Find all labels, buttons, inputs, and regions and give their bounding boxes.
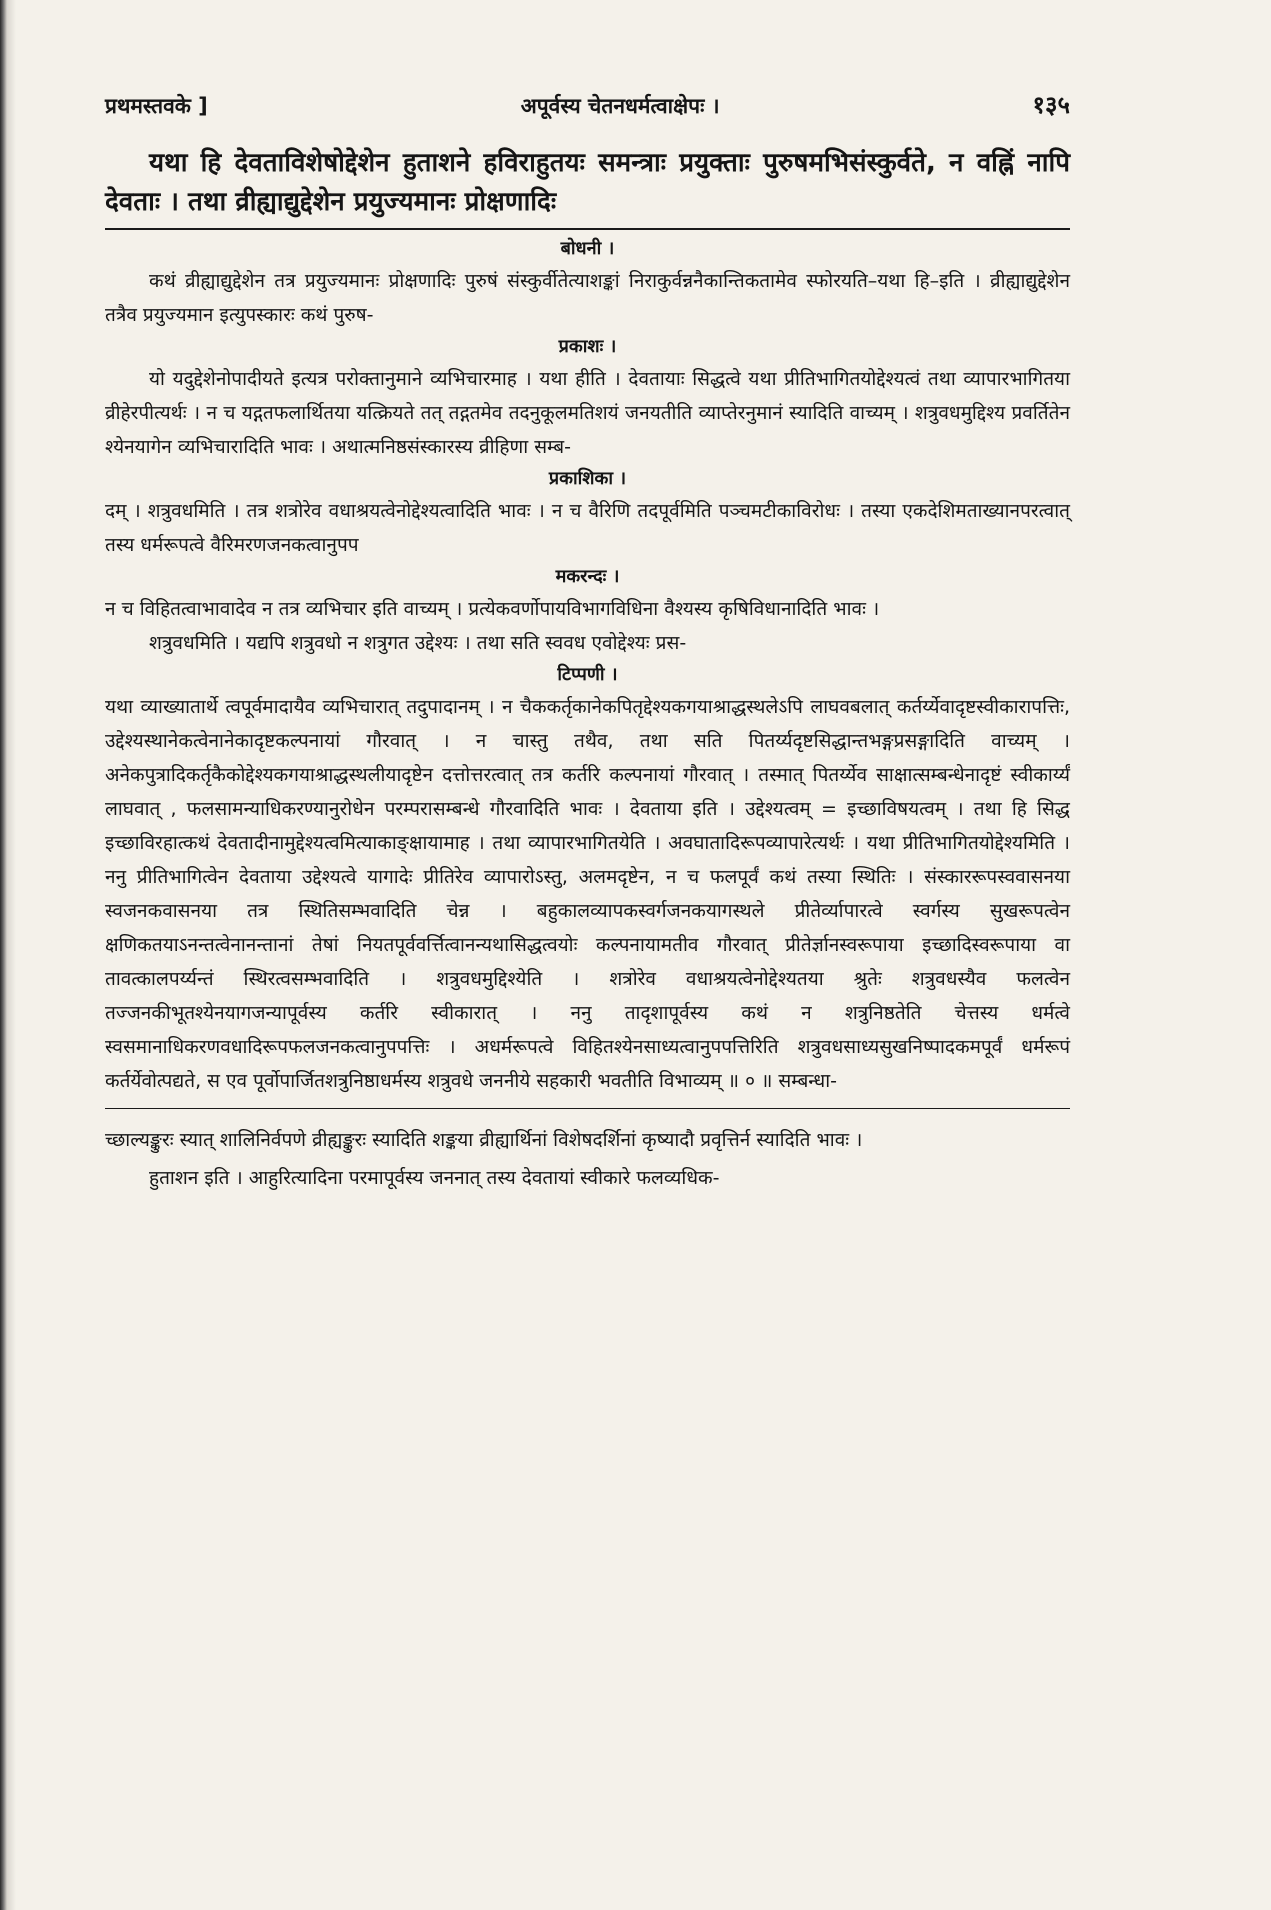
bodhani-text: कथं व्रीह्याद्युद्देशेन तत्र प्रयुज्यमानः प्रोक्षणादिः पुरुषं संस्कुर्वीतेत्याशङ्कां निराकुर्वन्ननैकान्तिकतामेव स्फोरयति–यथा हि–इति । व्रीह्याद्युद्देशेन तत्रैव प्रयुज्यमान इत्युपस्कारः कथं पुरुष-	[105, 270, 1070, 326]
prakasha-text: यो यदुद्देशेनोपादीयते इत्यत्र परोक्तानुमाने व्यभिचारमाह । यथा हीति । देवतायाः सिद्धत्वे यथा प्रीतिभागितयोद्देश्यत्वं तथा व्यापारभागितया व्रीहेरपीत्यर्थः । न च यद्गतफलार्थितया यत्क्रियते तत् तद्गतमेव तदनुकूलमतिशयं जनयतीति व्याप्तेरनुमानं स्यादिति वाच्यम् । शत्रुवधमुद्दिश्य प्रवर्तितेन श्येनयागेन व्यभिचारादिति भावः । अथात्मनिष्ठसंस्कारस्य व्रीहिणा सम्ब-	[105, 368, 1070, 458]
prakashika-heading: प्रकाशिका ।	[548, 468, 627, 489]
footnote-text-2: हुताशन इति । आहुरित्यादिना परमापूर्वस्य जननात् तस्य देवतायां स्वीकारे फलव्यधिक-	[149, 1167, 720, 1189]
bodhani-heading: बोधनी ।	[560, 238, 615, 259]
header-section: प्रथमस्तवके ]	[105, 94, 208, 118]
makaranda-text-1: न च विहितत्वाभावादेव न तत्र व्यभिचार इति वाच्यम् । प्रत्येकवर्णोपायविभागविधिना वैश्यस्य कृषिविधानादिति भावः ।	[105, 598, 880, 620]
tippani-text: यथा व्याख्यातार्थे त्वपूर्वमादायैव व्यभिचारात् तदुपादानम् । न चैककर्तृकानेकपितृद्देश्यकगयाश्राद्धस्थलेऽपि लाघवबलात् कर्तर्य्येवादृष्टस्वीकारापत्तिः, उद्देश्यस्थानेकत्वेनानेकादृष्टकल्पनायां गौरवात् । न चास्तु तथैव, तथा सति पितर्य्यदृष्टसिद्धान्तभङ्गप्रसङ्गादिति वाच्यम् । अनेकपुत्रादिकर्तृकैकोद्देश्यकगयाश्राद्धस्थलीयादृष्टेन दत्तोत्तरत्वात् तत्र कर्तरि कल्पनायां गौरवात् । तस्मात् पितर्य्येव साक्षात्सम्बन्धेनादृष्टं स्वीकार्य्यं लाघवात् , फलसामन्याधिकरण्यानुरोधेन परम्परासम्बन्धे गौरवादिति भावः । देवताया इति । उद्देश्यत्वम् = इच्छाविषयत्वम् । तथा हि सिद्ध इच्छाविरहात्कथं देवतादीनामुद्देश्यत्वमित्याकाङ्क्षायामाह । तथा व्यापारभागितयेति । अवघातादिरूपव्यापारेत्यर्थः । यथा प्रीतिभागितयोद्देश्यमिति । ननु प्रीतिभागित्वेन देवताया उद्देश्यत्वे यागादेः प्रीतिरेव व्यापारोऽस्तु, अलमदृष्टेन, न च फलपूर्वं कथं तस्या स्थितिः । संस्काररूपस्ववासनया स्वजनकवासनया तत्र स्थितिसम्भवादिति चेन्न । बहुकालव्यापकस्वर्गजनकयागस्थले प्रीतेर्व्यापारत्वे स्वर्गस्य सुखरूपत्वेन क्षणिकतयाऽनन्तत्वेनानन्तानां तेषां नियतपूर्ववर्त्तित्वानन्यथासिद्धत्वयोः कल्पनायामतीव गौरवात् प्रीतेर्ज्ञानस्वरूपाया इच्छादिस्वरूपाया वा तावत्कालपर्य्यन्तं स्थिरत्वसम्भवादिति । शत्रुवधमुद्दिश्येति । शत्रोरेव वधाश्रयत्वेनोद्देश्यतया श्रुतेः शत्रुवधस्यैव फलत्वेन तज्जनकीभूतश्येनयागजन्यापूर्वस्य कर्तरि स्वीकारात् । ननु तादृशापूर्वस्य कथं न शत्रुनिष्ठतेति चेत्तस्य धर्मत्वे स्वसमानाधिकरणवधादिरूपफलजनकत्वानुपपत्तिः । अधर्मरूपत्वे विहितश्येनसाध्यत्वानुपपत्तिरिति शत्रुवधसाध्यसुखनिष्पादकमपूर्वं धर्मरूपं कर्तर्येवोत्पद्यते, स एव पूर्वोपार्जितशत्रुनिष्ठाधर्मस्य शत्रुवधे जननीये सहकारी भवतीति विभाव्यम् ॥ ० ॥ सम्बन्धा-	[105, 696, 1070, 1092]
prakashika-text: दम् । शत्रुवधमिति । तत्र शत्रोरेव वधाश्रयत्वेनोद्देश्यत्वादिति भावः । न च वैरिणि तदपूर्वमिति पञ्चमटीकाविरोधः । तस्या एकदेशिमताख्यानपरत्वात् तस्य धर्मरूपत्वे वैरिमरणजनकत्वानुपप	[105, 500, 1070, 556]
prakasha-heading: प्रकाशः ।	[558, 336, 617, 357]
header-title: अपूर्वस्य चेतनधर्मत्वाक्षेपः ।	[520, 94, 720, 118]
book-binding-edge	[0, 0, 22, 1910]
main-text-rule	[105, 228, 1070, 230]
tippani-heading: टिप्पणी ।	[557, 664, 618, 685]
main-text: यथा हि देवताविशेषोद्देशेन हुताशने हविराहुतयः समन्त्राः प्रयुक्ताः पुरुषमभिसंस्कुर्वते, न वह्निं नापि देवताः । तथा व्रीह्याद्युद्देशेन प्रयुज्यमानः प्रोक्षणादिः	[105, 148, 1070, 217]
makaranda-text-2: शत्रुवधमिति । यद्यपि शत्रुवधो न शत्रुगत उद्देश्यः । तथा सति स्ववध एवोद्देश्यः प्रस-	[149, 632, 687, 654]
footnote-text-1: च्छाल्यङ्कुरः स्यात् शालिनिर्वपणे व्रीह्यङ्कुरः स्यादिति शङ्कया व्रीह्यार्थिनां विशेषदर्शिनां कृष्यादौ प्रवृत्तिर्न स्यादिति भावः ।	[105, 1129, 863, 1151]
book-page	[105, 88, 1070, 1197]
page-number: १३५	[1032, 91, 1070, 119]
makaranda-heading: मकरन्दः ।	[555, 566, 620, 587]
page-header	[105, 88, 1070, 122]
footnote-rule	[105, 1108, 1070, 1109]
